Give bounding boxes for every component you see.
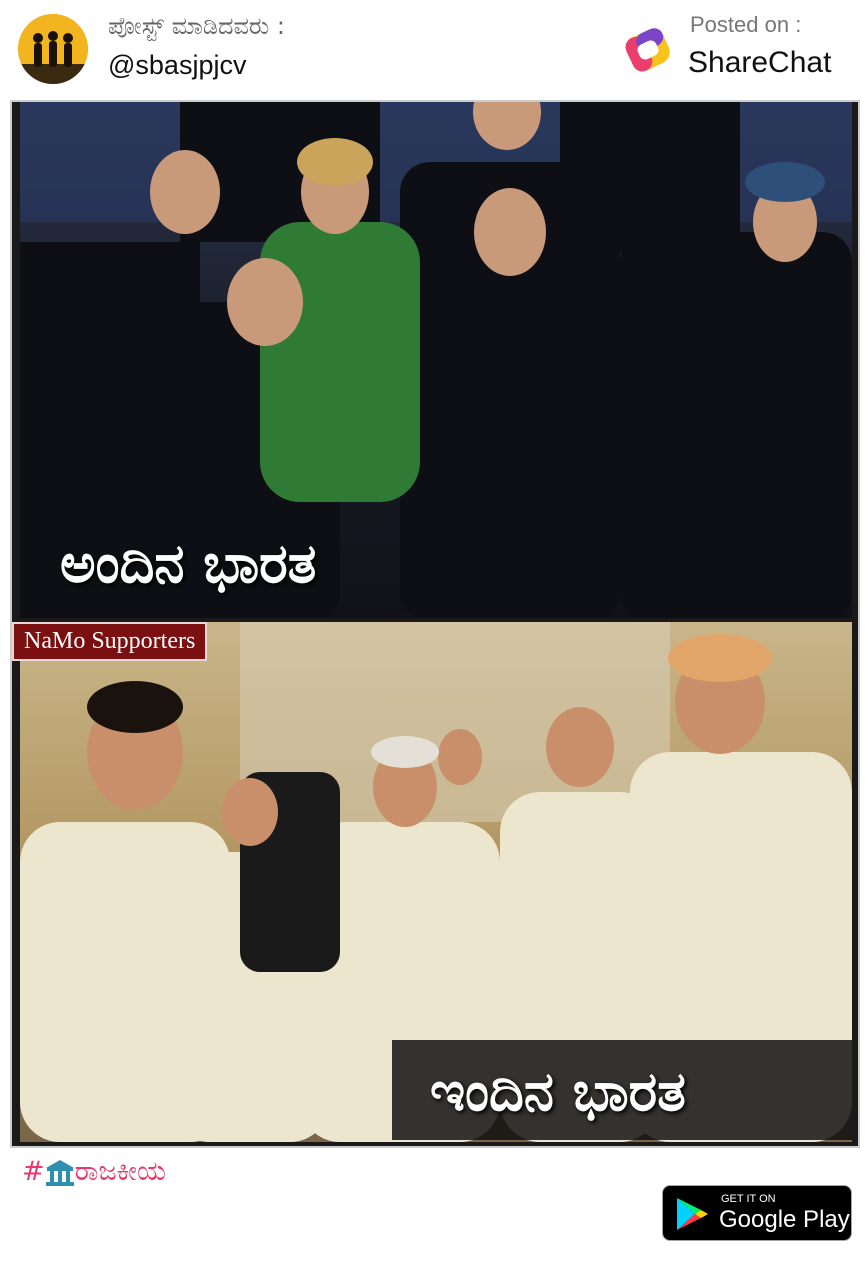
brand-name: ShareChat	[688, 46, 832, 79]
google-play-badge[interactable]	[662, 1185, 852, 1241]
store-name-label: Google Play	[719, 1206, 850, 1233]
posted-by-label: ಪೋಸ್ಟ್ ಮಾಡಿದವರು :	[108, 12, 285, 40]
posted-on-label: Posted on :	[690, 12, 802, 37]
then-india-caption: ಅಂದಿನ ಭಾರತ	[60, 532, 317, 595]
hashtag-label: ರಾಜಕೀಯ	[74, 1156, 166, 1187]
sharechat-logo-icon	[620, 22, 676, 78]
google-play-icon	[675, 1196, 709, 1232]
hashtag-link[interactable]	[22, 1156, 166, 1188]
now-india-caption: ಇಂದಿನ ಭಾರತ	[430, 1060, 686, 1123]
top-photo-panel	[20, 102, 852, 618]
post-image[interactable]	[10, 100, 860, 1148]
watermark-label: NaMo Supporters	[12, 622, 207, 661]
bottom-photo-panel	[20, 622, 852, 1142]
post-header	[0, 0, 868, 100]
temple-icon	[45, 1159, 75, 1187]
hashtag-symbol: #	[22, 1156, 45, 1187]
user-avatar[interactable]	[18, 14, 88, 84]
store-get-label: GET IT ON	[721, 1193, 776, 1205]
poster-handle[interactable]: @sbasjpjcv	[108, 50, 247, 80]
